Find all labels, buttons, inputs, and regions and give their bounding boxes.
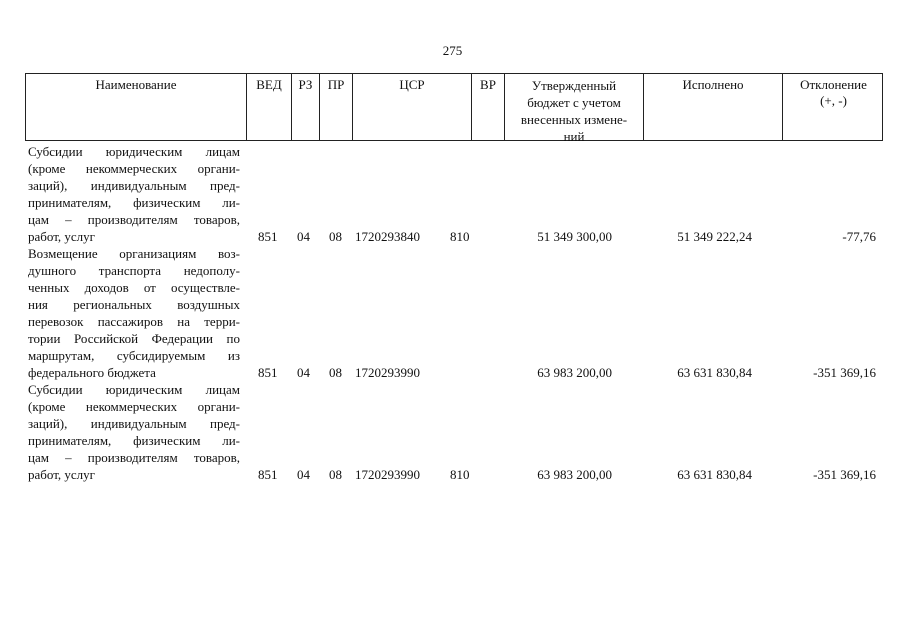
name-line: (кроме некоммерческих органи-: [28, 399, 240, 414]
row-3-ved: 851: [258, 467, 278, 482]
header-vr: [472, 74, 505, 140]
name-line: принимателям, физическим ли-: [28, 195, 240, 210]
header-ved-label: ВЕД: [256, 77, 282, 92]
header-budget-line: Утвержденный: [531, 78, 617, 93]
name-line: (кроме некоммерческих органи-: [28, 161, 240, 176]
header-deviation-line: Отклонение: [800, 77, 867, 92]
header-csr: [353, 74, 472, 140]
row-3-executed: 63 631 830,84: [677, 467, 752, 482]
name-line: маршрутам, субсидируемым из: [28, 348, 240, 363]
row-3-name: [28, 381, 240, 483]
header-pr: [320, 74, 353, 140]
row-3-vr: 810: [450, 467, 470, 482]
header-rz-label: РЗ: [298, 77, 313, 92]
header-budget: [505, 74, 644, 144]
row-2-csr: 1720293990: [355, 365, 420, 380]
row-1-ved: 851: [258, 229, 278, 244]
name-line: принимателям, физическим ли-: [28, 433, 240, 448]
name-line: цам – производителям товаров,: [28, 450, 240, 465]
row-1-rz: 04: [297, 229, 310, 244]
name-line: ченных доходов от осуществле-: [28, 280, 240, 295]
row-1-budget: 51 349 300,00: [537, 229, 612, 244]
header-executed: [644, 74, 783, 140]
row-3-budget: 63 983 200,00: [537, 467, 612, 482]
row-1-vr: 810: [450, 229, 470, 244]
row-3-pr: 08: [329, 467, 342, 482]
name-line: работ, услуг: [28, 467, 96, 482]
header-vr-label: ВР: [480, 77, 496, 92]
name-line: Возмещение организациям воз-: [28, 246, 240, 261]
name-line: заций), индивидуальным пред-: [28, 178, 240, 193]
name-line: федерального бюджета: [28, 365, 156, 380]
page-number: 275: [442, 43, 463, 58]
row-1-pr: 08: [329, 229, 342, 244]
row-2-budget: 63 983 200,00: [537, 365, 612, 380]
row-2-name: [28, 245, 240, 381]
row-2-ved: 851: [258, 365, 278, 380]
row-2-pr: 08: [329, 365, 342, 380]
row-1-name: [28, 143, 240, 245]
row-1-executed: 51 349 222,24: [677, 229, 752, 244]
row-2-executed: 63 631 830,84: [677, 365, 752, 380]
name-line: перевозок пассажиров на терри-: [28, 314, 240, 329]
row-3-rz: 04: [297, 467, 310, 482]
name-line: ния региональных воздушных: [28, 297, 240, 312]
header-deviation-line: (+, -): [820, 93, 847, 108]
header-ved: [247, 74, 292, 140]
row-1-csr: 1720293840: [355, 229, 420, 244]
header-name: [26, 74, 247, 140]
name-line: Субсидии юридическим лицам: [28, 382, 240, 397]
table-header: [25, 73, 883, 144]
name-line: работ, услуг: [28, 229, 96, 244]
header-budget-line: бюджет с учетом: [527, 95, 621, 110]
row-1-deviation: -77,76: [842, 229, 876, 244]
header-budget-line: ний: [563, 129, 585, 144]
header-rz: [292, 74, 320, 140]
header-executed-label: Исполнено: [682, 77, 744, 92]
name-line: заций), индивидуальным пред-: [28, 416, 240, 431]
header-budget-line: внесенных измене-: [520, 112, 628, 127]
name-line: Субсидии юридическим лицам: [28, 144, 240, 159]
name-line: тории Российской Федерации по: [28, 331, 240, 346]
row-3-deviation: -351 369,16: [813, 467, 876, 482]
row-3-csr: 1720293990: [355, 467, 420, 482]
name-line: цам – производителям товаров,: [28, 212, 240, 227]
row-2-deviation: -351 369,16: [813, 365, 876, 380]
header-csr-label: ЦСР: [399, 77, 425, 92]
row-2-rz: 04: [297, 365, 310, 380]
header-name-label: Наименование: [95, 77, 177, 92]
header-deviation: [783, 74, 884, 140]
name-line: душного транспорта недополу-: [28, 263, 240, 278]
header-pr-label: ПР: [327, 77, 345, 92]
